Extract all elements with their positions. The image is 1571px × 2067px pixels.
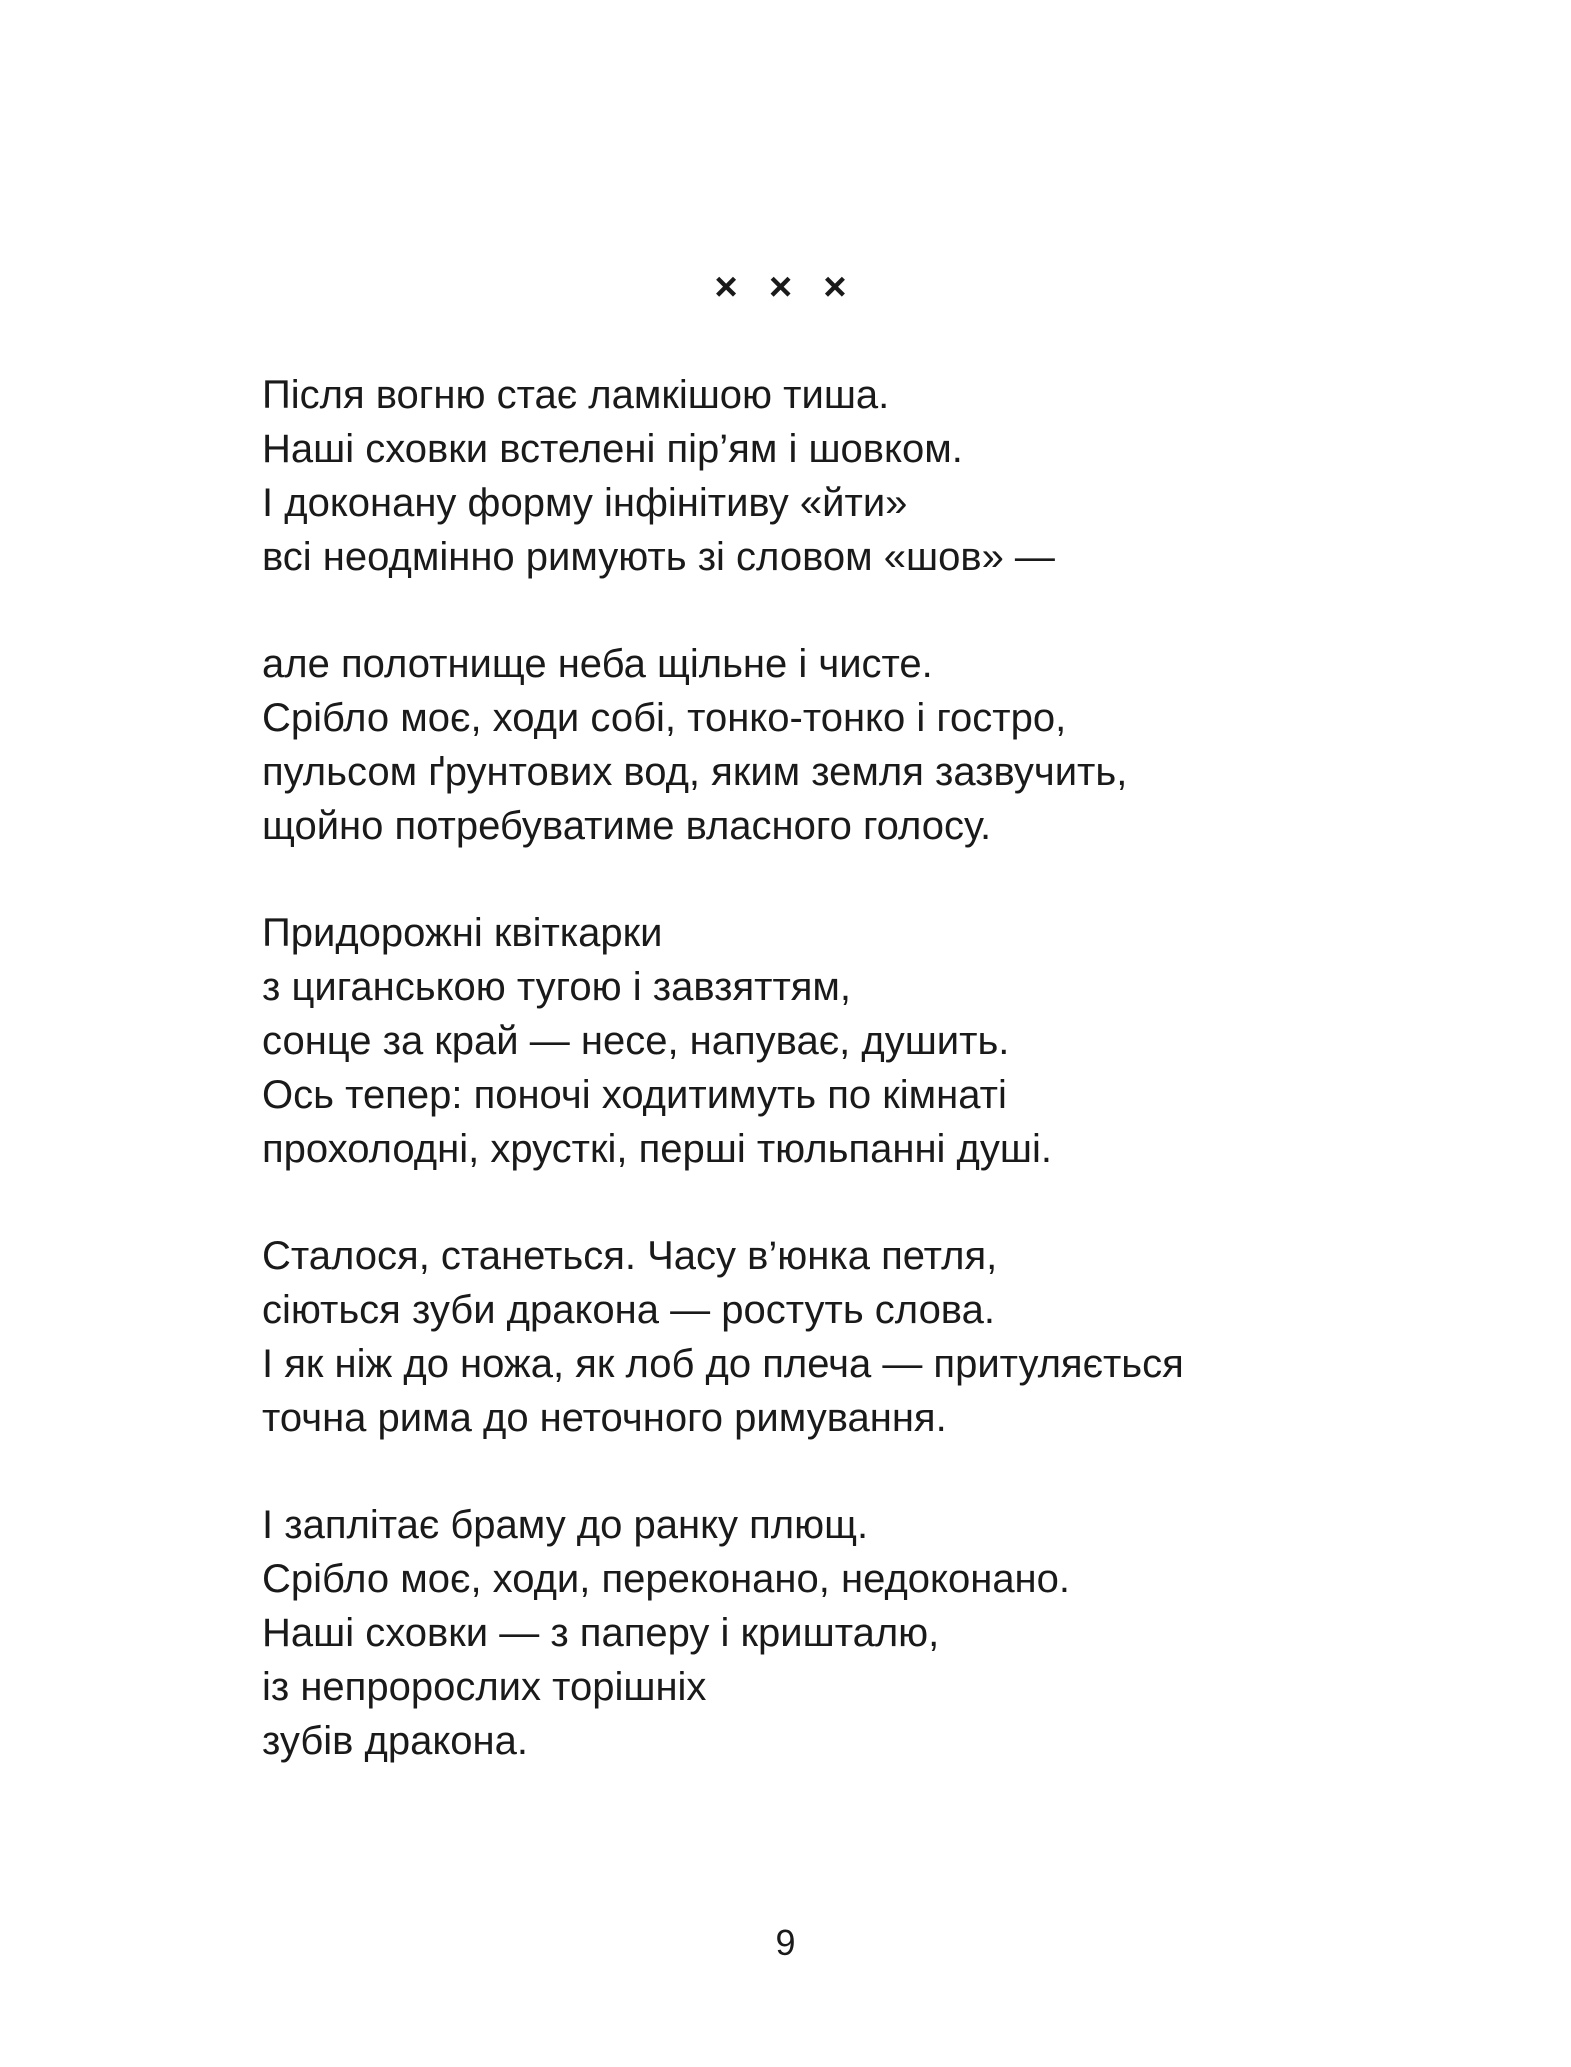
stanza-4 [262, 1229, 1462, 1445]
poem-line: сонце за край — несе, напуває, душить. [262, 1019, 1010, 1063]
poem-line: сіються зуби дракона — ростуть слова. [262, 1288, 995, 1332]
poem-line: всі неодмінно римують зі словом «шов» — [262, 535, 1055, 579]
poem-line: щойно потребуватиме власного голосу. [262, 804, 992, 848]
poem-line: зубів дракона. [262, 1719, 528, 1763]
poem-line: Придорожні квіткарки [262, 911, 663, 955]
page-number: 9 [775, 1922, 796, 1963]
poem-line: точна рима до неточного римування. [262, 1396, 947, 1440]
poem-line: І як ніж до ножа, як лоб до плеча — притуляється [262, 1342, 1184, 1386]
poem-line: Ось тепер: поночі ходитимуть по кімнаті [262, 1073, 1007, 1117]
poem-line: Срібло моє, ходи, переконано, недоконано. [262, 1557, 1071, 1601]
poem-line: І заплітає браму до ранку плющ. [262, 1503, 869, 1547]
stanza-3 [262, 906, 1462, 1176]
poem-line: із непророслих торішніх [262, 1665, 707, 1709]
stanza-2 [262, 637, 1462, 853]
poem-line: пульсом ґрунтових вод, яким земля зазвучить, [262, 750, 1128, 794]
poem-line: І доконану форму інфінітиву «йти» [262, 481, 908, 525]
poem-line: з циганською тугою і завзяттям, [262, 965, 852, 1009]
poem-line: Наші сховки — з паперу і кришталю, [262, 1611, 940, 1655]
poem [262, 368, 1462, 1821]
section-ornament: × × × [714, 265, 857, 309]
poem-line: Сталося, станеться. Часу в’юнка петля, [262, 1234, 998, 1278]
poem-line: Після вогню стає ламкішою тиша. [262, 373, 890, 417]
poem-line: прохолодні, хрусткі, перші тюльпанні душі. [262, 1127, 1052, 1171]
stanza-1 [262, 368, 1462, 584]
poem-line: Наші сховки встелені пір’ям і шовком. [262, 427, 963, 471]
poem-line: Срібло моє, ходи собі, тонко-тонко і гостро, [262, 696, 1067, 740]
poem-line: але полотнище неба щільне і чисте. [262, 642, 933, 686]
stanza-5 [262, 1498, 1462, 1768]
